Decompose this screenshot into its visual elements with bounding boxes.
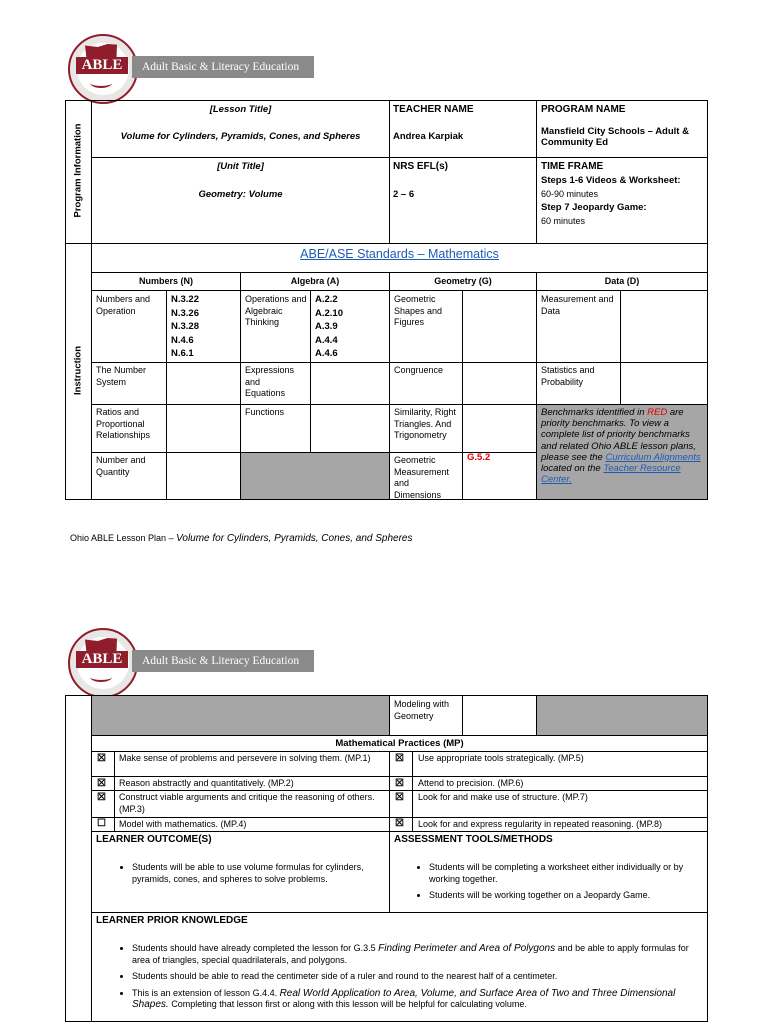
mp5-checkbox[interactable]: ☒: [395, 753, 404, 764]
prior-item: • Students should have already completed the lesson for G.3.5 Finding Perimeter and Area of Polygons and be able to apply formulas for area of triangles, special quadrilaterals, and polygons.: [132, 943, 704, 966]
mp8-text: Look for and express regularity in repeated reasoning. (MP.8): [418, 819, 662, 829]
prior-item: • This is an extension of lesson G.4.4. Real World Application to Area, Volume, and Surface Area of Two and Three Dimensional Shapes. Completing that lesson first or along with this lesson will be helpful for calculating volume.: [132, 988, 704, 1011]
instruction-section-label: Instruction: [72, 345, 84, 396]
nrs-label: NRS EFL(s): [393, 161, 448, 172]
col-data: Data (D): [604, 276, 640, 286]
measurement-data: Measurement and Data: [541, 294, 614, 316]
mp4-checkbox[interactable]: ☐: [97, 818, 106, 829]
similarity: Similarity, Right Triangles. And Trigonometry: [394, 407, 456, 440]
program-label: PROGRAM NAME: [541, 104, 626, 115]
logo-banner: Adult Basic & Literacy Education: [132, 56, 314, 78]
steps-videos-time: 60-90 minutes: [541, 189, 599, 199]
prior-label: LEARNER PRIOR KNOWLEDGE: [96, 915, 248, 926]
unit-title-label: [Unit Title]: [217, 161, 264, 172]
teacher-name: Andrea Karpiak: [393, 131, 464, 142]
nrs-value: 2 – 6: [393, 189, 415, 200]
ratios: Ratios and Proportional Relationships: [96, 407, 151, 440]
number-quantity: Number and Quantity: [96, 455, 146, 477]
geo-measurement: Geometric Measurement and Dimensions: [394, 455, 450, 500]
mp1-text: Make sense of problems and persevere in solving them. (MP.1): [119, 753, 371, 763]
algebra-codes: A.2.2 A.2.10 A.3.9 A.4.4 A.4.6: [315, 294, 343, 359]
numbers-codes: N.3.22 N.3.26 N.3.28 N.4.6 N.6.1: [171, 294, 199, 359]
col-algebra: Algebra (A): [290, 276, 340, 286]
teacher-resource-center-link[interactable]: Teacher Resource Center.: [541, 463, 681, 486]
number-system: The Number System: [96, 365, 147, 387]
logo-text: ABLE: [76, 57, 128, 74]
assessment-item: • Students will be working together on a Jeopardy Game.: [429, 890, 703, 902]
mp3-checkbox[interactable]: ☒: [97, 792, 106, 803]
book-icon: [90, 78, 112, 88]
logo-text-2: ABLE: [76, 651, 128, 668]
assessment-item: • Students will be completing a worksheet either individually or by working together.: [429, 862, 703, 885]
standards-title-link[interactable]: ABE/ASE Standards – Mathematics: [300, 247, 499, 261]
expressions: Expressions and Equations: [245, 365, 295, 398]
mp6-checkbox[interactable]: ☒: [395, 778, 404, 789]
teacher-label: TEACHER NAME: [393, 104, 474, 115]
book-icon: [90, 672, 112, 682]
col-geometry: Geometry (G): [434, 276, 492, 286]
step7: Step 7 Jeopardy Game:: [541, 202, 647, 213]
unit-title: Geometry: Volume: [198, 189, 283, 200]
page-footer: Ohio ABLE Lesson Plan – Volume for Cylinders, Pyramids, Cones, and Spheres: [70, 533, 413, 544]
congruence: Congruence: [394, 365, 444, 375]
assessment-list: [411, 862, 703, 907]
mp1-checkbox[interactable]: ☒: [97, 753, 106, 764]
mp4-text: Model with mathematics. (MP.4): [119, 819, 247, 829]
step7-time: 60 minutes: [541, 216, 586, 226]
mp7-text: Look for and make use of structure. (MP.7): [418, 792, 588, 802]
outcome-label: LEARNER OUTCOME(S): [96, 834, 212, 845]
mp2-checkbox[interactable]: ☒: [97, 778, 106, 789]
prior-list: [114, 943, 704, 1016]
col-numbers: Numbers (N): [138, 276, 193, 286]
modeling-geometry: Modeling with Geometry: [394, 699, 450, 721]
lesson-title: Volume for Cylinders, Pyramids, Cones, and Spheres: [120, 131, 361, 142]
outcome-item: • Students will be able to use volume formulas for cylinders, pyramids, cones, and spheres to solve problems.: [132, 862, 386, 885]
logo-banner-2: Adult Basic & Literacy Education: [132, 650, 314, 672]
prior-item: • Students should be able to read the centimeter side of a ruler and round to the nearest half of a centimeter.: [132, 971, 704, 983]
geo-shapes: Geometric Shapes and Figures: [394, 294, 443, 327]
mp6-text: Attend to precision. (MP.6): [418, 778, 524, 788]
mp5-text: Use appropriate tools strategically. (MP.5): [418, 753, 584, 763]
outcome-list: [114, 862, 386, 890]
curriculum-alignments-link[interactable]: Curriculum Alignments: [605, 451, 701, 463]
steps-videos: Steps 1-6 Videos & Worksheet:: [541, 175, 681, 186]
mp3-text: Construct viable arguments and critique the reasoning of others. (MP.3): [119, 792, 375, 814]
program-name: Mansfield City Schools – Adult & Community Ed: [541, 126, 689, 148]
numbers-operation: Numbers and Operation: [96, 294, 151, 316]
lesson-title-label: [Lesson Title]: [209, 104, 272, 115]
geo-measurement-code: G.5.2: [467, 452, 491, 463]
mp2-text: Reason abstractly and quantitatively. (MP.2): [119, 778, 294, 788]
mp-title: Mathematical Practices (MP): [335, 738, 464, 749]
program-section-label: Program Information: [72, 123, 84, 218]
mp7-checkbox[interactable]: ☒: [395, 792, 404, 803]
timeframe-label: TIME FRAME: [541, 161, 604, 172]
functions: Functions: [245, 407, 285, 417]
mp8-checkbox[interactable]: ☒: [395, 818, 404, 829]
benchmark-note: Benchmarks identified in RED are priority benchmarks. To view a complete list of priority benchmarks and related Ohio ABLE lesson plans, please see the Curriculum Alignments located on the Teacher Resource Center.: [541, 407, 701, 486]
statistics: Statistics and Probability: [541, 365, 595, 387]
operations-algebraic: Operations and Algebraic Thinking: [245, 294, 307, 327]
assessment-label: ASSESSMENT TOOLS/METHODS: [394, 834, 553, 845]
